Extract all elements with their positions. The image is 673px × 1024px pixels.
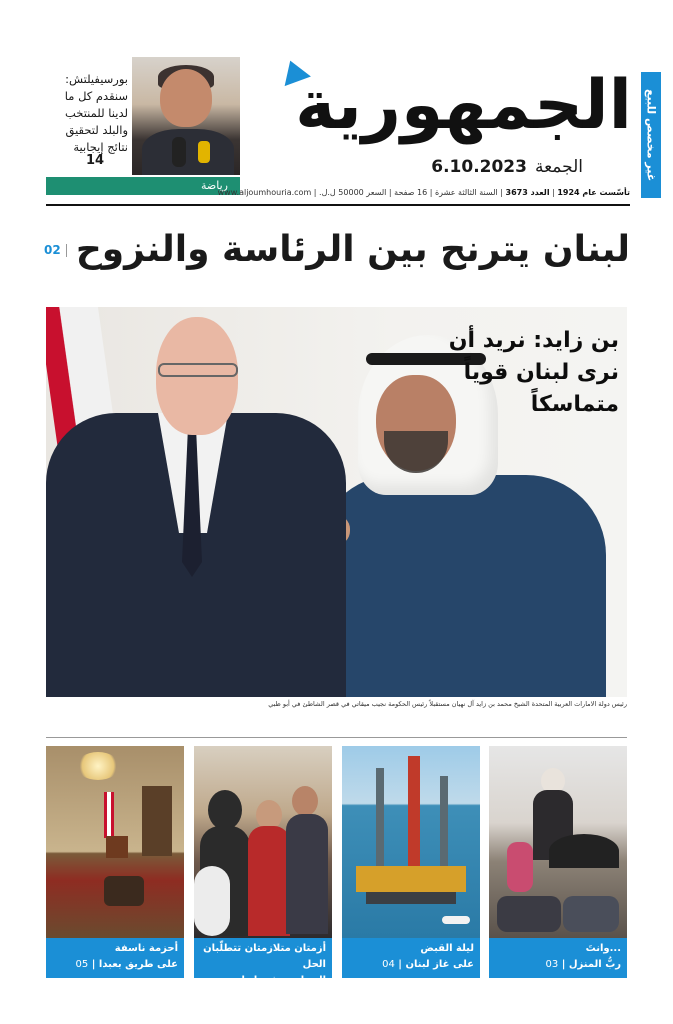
teaser-photo bbox=[194, 746, 332, 938]
pages-label: 16 صفحة bbox=[394, 188, 428, 197]
teaser-caption: أزمتان متلازمتان تتطلّبان الحل السياسي في لبنان وسوريا! | 04 bbox=[194, 938, 332, 978]
day-label: الجمعة bbox=[534, 157, 583, 177]
issue-info-bar: تأسّست عام 1924 | العدد 3673 | السنة الثالثة عشرة | 16 صفحة | السعر 50000 ل.ل. | www.aljoumhouria.com bbox=[217, 188, 630, 197]
newspaper-logo[interactable] bbox=[272, 58, 632, 154]
teaser-caption: أحزمة ناسفة على طريق بعبدا | 05 bbox=[46, 938, 184, 978]
teaser-page-number: 04 bbox=[262, 991, 276, 1002]
teaser-card[interactable] bbox=[342, 746, 480, 978]
teaser-card[interactable] bbox=[46, 746, 184, 978]
sport-teaser[interactable] bbox=[46, 57, 240, 195]
main-headline[interactable]: لبنان يترنح بين الرئاسة والنزوح bbox=[75, 229, 630, 270]
teaser-photo bbox=[489, 746, 627, 938]
founded-label: تأسّست عام 1924 bbox=[557, 188, 630, 197]
teaser-photo bbox=[342, 746, 480, 938]
date-label: 6.10.2023 bbox=[431, 157, 527, 177]
teaser-card[interactable] bbox=[194, 746, 332, 1002]
sport-photo bbox=[132, 57, 240, 175]
main-photo[interactable] bbox=[46, 307, 627, 697]
section-divider bbox=[46, 737, 627, 738]
microphone-icon bbox=[172, 137, 186, 167]
sport-page-number: 14 bbox=[86, 153, 105, 168]
photo-caption: رئيس دولة الامارات العربية المتحدة الشيخ محمد بن زايد آل نهيان مستقبلاً رئيس الحكومة نجيب ميقاتي في قصر الشاطئ في أبو ظبي bbox=[268, 700, 627, 708]
dateline bbox=[431, 157, 583, 177]
chandelier-icon bbox=[76, 752, 120, 780]
teaser-page-number: 04 bbox=[382, 959, 395, 970]
photo-quote: بن زايد: نريد أن نرى لبنان قوياً متماسكاً bbox=[448, 328, 619, 417]
teaser-page-number: 05 bbox=[75, 959, 89, 970]
price-label: السعر 50000 ل.ل. bbox=[319, 188, 387, 197]
not-for-sale-badge: غير مخصص للبيع bbox=[641, 72, 661, 198]
teaser-card[interactable] bbox=[489, 746, 627, 978]
masthead-divider bbox=[46, 204, 630, 206]
teaser-caption: ...وانتَ ربُّ المنزل | 03 bbox=[489, 938, 627, 978]
teaser-photo bbox=[46, 746, 184, 938]
website-link[interactable]: www.aljoumhouria.com bbox=[217, 188, 312, 197]
year-label: السنة الثالثة عشرة bbox=[434, 188, 498, 197]
umbrella-icon bbox=[549, 834, 619, 868]
teaser-page-number: 03 bbox=[545, 959, 559, 970]
headline-page-number: 02 bbox=[44, 243, 61, 257]
logo-text: الجمهورية bbox=[295, 66, 632, 145]
issue-label: العدد 3673 bbox=[505, 188, 550, 197]
teaser-caption: ليلة القبض على غاز لبنان | 04 bbox=[342, 938, 480, 978]
sport-teaser-text: بورسيفيلتش: سنقدم كل ما لدينا للمنتخب والبلد لتحقيق نتائج إيجابية bbox=[64, 72, 128, 154]
sport-section-label: رياضة bbox=[46, 177, 240, 195]
lebanese-flag bbox=[104, 792, 114, 838]
microphone-icon bbox=[198, 141, 210, 163]
photo-figure-left bbox=[46, 317, 346, 697]
